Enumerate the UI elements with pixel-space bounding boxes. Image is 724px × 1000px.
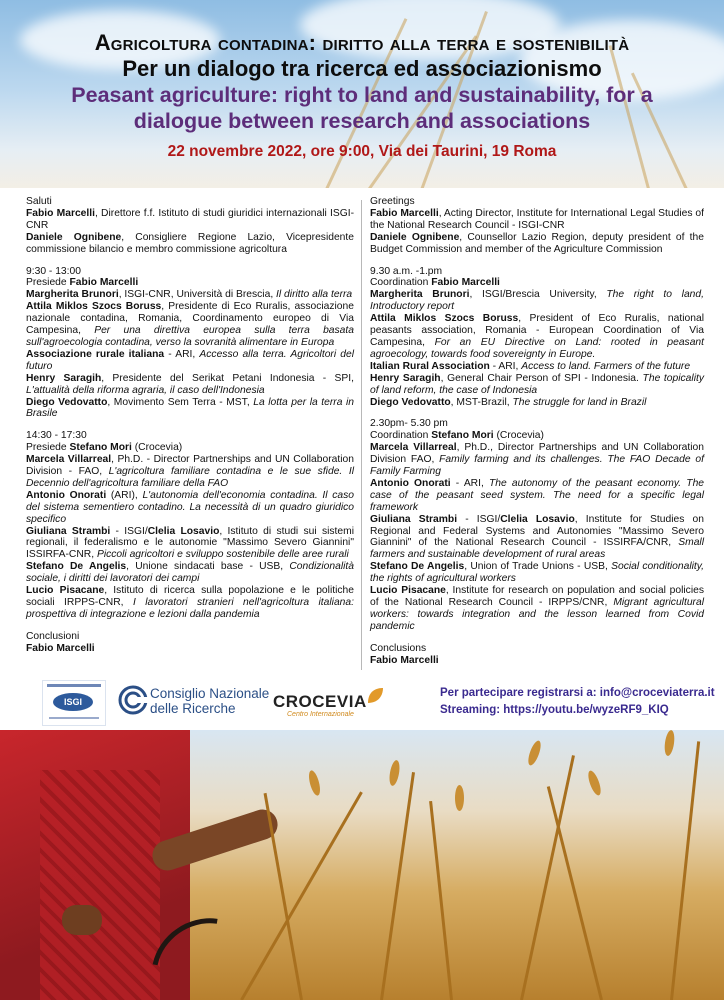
session-time: 9:30 - 13:00 bbox=[26, 265, 81, 277]
crocevia-logo: CROCEVIA Centro Internazionale bbox=[273, 692, 367, 712]
speaker-entry: Lucio Pisacane, Institute for research on population and social policies of the National Research Council - IRPPS/CNR, Migrant agricultural workers: towards integration and the lesson learned from Covid pandemic bbox=[370, 585, 704, 632]
closing-en bbox=[370, 643, 704, 667]
streaming-link[interactable]: Streaming: https://youtu.be/wyzeRF9_KIQ bbox=[440, 704, 669, 716]
program-english bbox=[370, 196, 704, 677]
logos-strip bbox=[0, 670, 724, 730]
speaker-entry: Diego Vedovatto, Movimento Sem Terra - MST, La lotta per la terra in Brasile bbox=[26, 396, 355, 420]
closing-it bbox=[26, 631, 354, 655]
speaker-entry: Associazione rurale italiana - ARI, Accesso alla terra. Agricoltori del futuro bbox=[26, 348, 354, 372]
speaker-entry: Stefano De Angelis, Union of Trade Unions - USB, Social conditionality, the rights of agricultural workers bbox=[370, 561, 705, 585]
title-english-line-2: dialogue between research and associations bbox=[133, 109, 591, 133]
afternoon-session-it bbox=[26, 430, 354, 621]
afternoon-session-en bbox=[370, 418, 704, 632]
harvest-photo bbox=[0, 730, 724, 1000]
morning-session-en bbox=[370, 266, 704, 409]
session-chair: Presiede Stefano Mori (Crocevia) bbox=[26, 442, 183, 454]
cnr-logo-icon bbox=[118, 685, 148, 715]
speaker-entry: Stefano De Angelis, Unione sindacati base - USB, Condizionalità sociale, i diritti dei lavoratori dei campi bbox=[26, 561, 355, 585]
speaker-entry: Antonio Onorati (ARI), L'autonomia dell'economia contadina. Il caso del sistema sementiero contadino. La necessità di un quadro giuridico specifico bbox=[26, 489, 355, 525]
section-heading: Conclusioni bbox=[26, 630, 80, 642]
session-chair: Presiede Fabio Marcelli bbox=[26, 277, 139, 289]
speaker-entry: Margherita Brunori, ISGI/Brescia University, The right to land, Introductory report bbox=[370, 289, 704, 313]
section-heading: Conclusions bbox=[370, 642, 427, 654]
speaker-entry: Marcela Villarreal, Ph.D. - Director Partnerships and UN Collaboration Division - FAO, L'agricoltura familiare contadina e le sue sfide. Il Decennio dell'agricoltura familiare della FAO bbox=[26, 454, 354, 489]
isgi-logo: ISGI bbox=[42, 680, 106, 726]
speaker-entry: Fabio Marcelli, Acting Director, Institute for International Legal Studies of the National Research Council - ISGI-CNR bbox=[370, 207, 704, 231]
section-heading: Greetings bbox=[370, 196, 415, 207]
speaker-entry: Daniele Ognibene, Consigliere Regione Lazio, Vicepresidente commissione bilancio e membro commissione agricoltura bbox=[26, 231, 354, 255]
program-italian bbox=[26, 196, 354, 665]
session-time: 2.30pm- 5.30 pm bbox=[370, 418, 448, 430]
title-english-line-1: Peasant agriculture: right to land and sustainability, for a bbox=[71, 83, 653, 107]
session-time: 9.30 a.m. -1.pm bbox=[370, 265, 443, 277]
speaker-entry: Italian Rural Association - ARI, Access to land. Farmers of the future bbox=[370, 360, 691, 372]
column-divider bbox=[361, 200, 362, 670]
morning-session-it bbox=[26, 266, 354, 421]
session-time: 14:30 - 17:30 bbox=[26, 430, 87, 442]
speaker-entry: Diego Vedovatto, MST-Brazil, The struggle for land in Brazil bbox=[370, 396, 647, 408]
title-block bbox=[0, 30, 724, 162]
saluti-block bbox=[26, 196, 354, 256]
title-italian: Agricoltura contadina: diritto alla terra e sostenibilità bbox=[94, 30, 630, 55]
program-section bbox=[0, 188, 724, 670]
event-date-location: 22 novembre 2022, ore 9:00, Via dei Taurini, 19 Roma bbox=[167, 143, 557, 160]
speaker-entry: Margherita Brunori, ISGI-CNR, Università di Brescia, Il diritto alla terra bbox=[26, 289, 353, 301]
speaker-entry: Daniele Ognibene, Counsellor Lazio Region, deputy president of the Budget Commission and member of the Agriculture Commission bbox=[370, 231, 704, 255]
speaker-entry: Antonio Onorati - ARI, The autonomy of the peasant economy. The case of the peasant seed system. The need for a specific legal framework bbox=[370, 477, 705, 513]
leaf-icon bbox=[365, 686, 385, 706]
closing-speaker: Fabio Marcelli bbox=[370, 654, 439, 666]
speaker-entry: Giuliana Strambi - ISGI/Clelia Losavio, Istituto di studi sui sistemi regionali, il federalismo e le autonomie "Massimo Severo Giannini" ISSIRFA-CNR, Piccoli agricoltori e sviluppo sostenibile delle aree rurali bbox=[26, 525, 354, 561]
session-chair: Coordination Stefano Mori (Crocevia) bbox=[370, 430, 544, 442]
speaker-entry: Giuliana Strambi - ISGI/Clelia Losavio, Institute for Studies on Regional and Federal Systems and Autonomies "Massimo Severo Giannini" of the National Research Council - ISSIRFA/CNR, Small farmers and sustainable development of rural areas bbox=[370, 513, 704, 561]
speaker-entry: Attila Miklos Szocs Boruss, Presidente di Eco Ruralis, associazione nazionale contadina, Romania, Coordinamento europeo di Via Campesina, Per una direttiva europea sulla terra basata sull'agroecologia contadina, verso la sovranità alimentare in Europa bbox=[26, 301, 354, 348]
speaker-entry: Marcela Villarreal, Ph.D., Director Partnerships and UN Collaboration Division FAO, Family farming and its challenges. The FAO Decade of Family Farming bbox=[370, 442, 704, 478]
section-heading: Saluti bbox=[26, 196, 52, 207]
speaker-entry: Attila Miklos Szocs Boruss, President of Eco Ruralis, national peasants association, Romania - European Coordination of Via Campesina, For an EU Directive on Land: rooted in peasant agroecology, towards food sovereignty in Europe. bbox=[370, 313, 705, 360]
speaker-entry: Henry Saragih, General Chair Person of SPI - Indonesia. The topicality of land reform, the case of Indonesia bbox=[370, 372, 704, 396]
closing-speaker: Fabio Marcelli bbox=[26, 642, 95, 654]
cnr-logo-text: Consiglio Nazionale delle Ricerche bbox=[150, 686, 270, 716]
greetings-block bbox=[370, 196, 704, 256]
registration-info bbox=[440, 685, 715, 719]
speaker-entry: Fabio Marcelli, Direttore f.f. Istituto di studi giuridici internazionali ISGI-CNR bbox=[26, 207, 354, 231]
session-chair: Coordination Fabio Marcelli bbox=[370, 277, 500, 289]
subtitle-italian: Per un dialogo tra ricerca ed associazionismo bbox=[122, 56, 602, 81]
speaker-entry: Henry Saragih, Presidente del Serikat Petani Indonesia - SPI, L'attualità della riforma agraria, il caso dell'Indonesia bbox=[26, 372, 354, 396]
speaker-entry: Lucio Pisacane, Istituto di ricerca sulla popolazione e le politiche sociali IRPPS-CNR, I lavoratori stranieri nell'agricoltura italiana: prospettiva di integrazione e lezioni dalla pandemia bbox=[26, 585, 354, 620]
registration-email-line[interactable]: Per partecipare registrarsi a: info@croceviaterra.it bbox=[440, 687, 715, 699]
